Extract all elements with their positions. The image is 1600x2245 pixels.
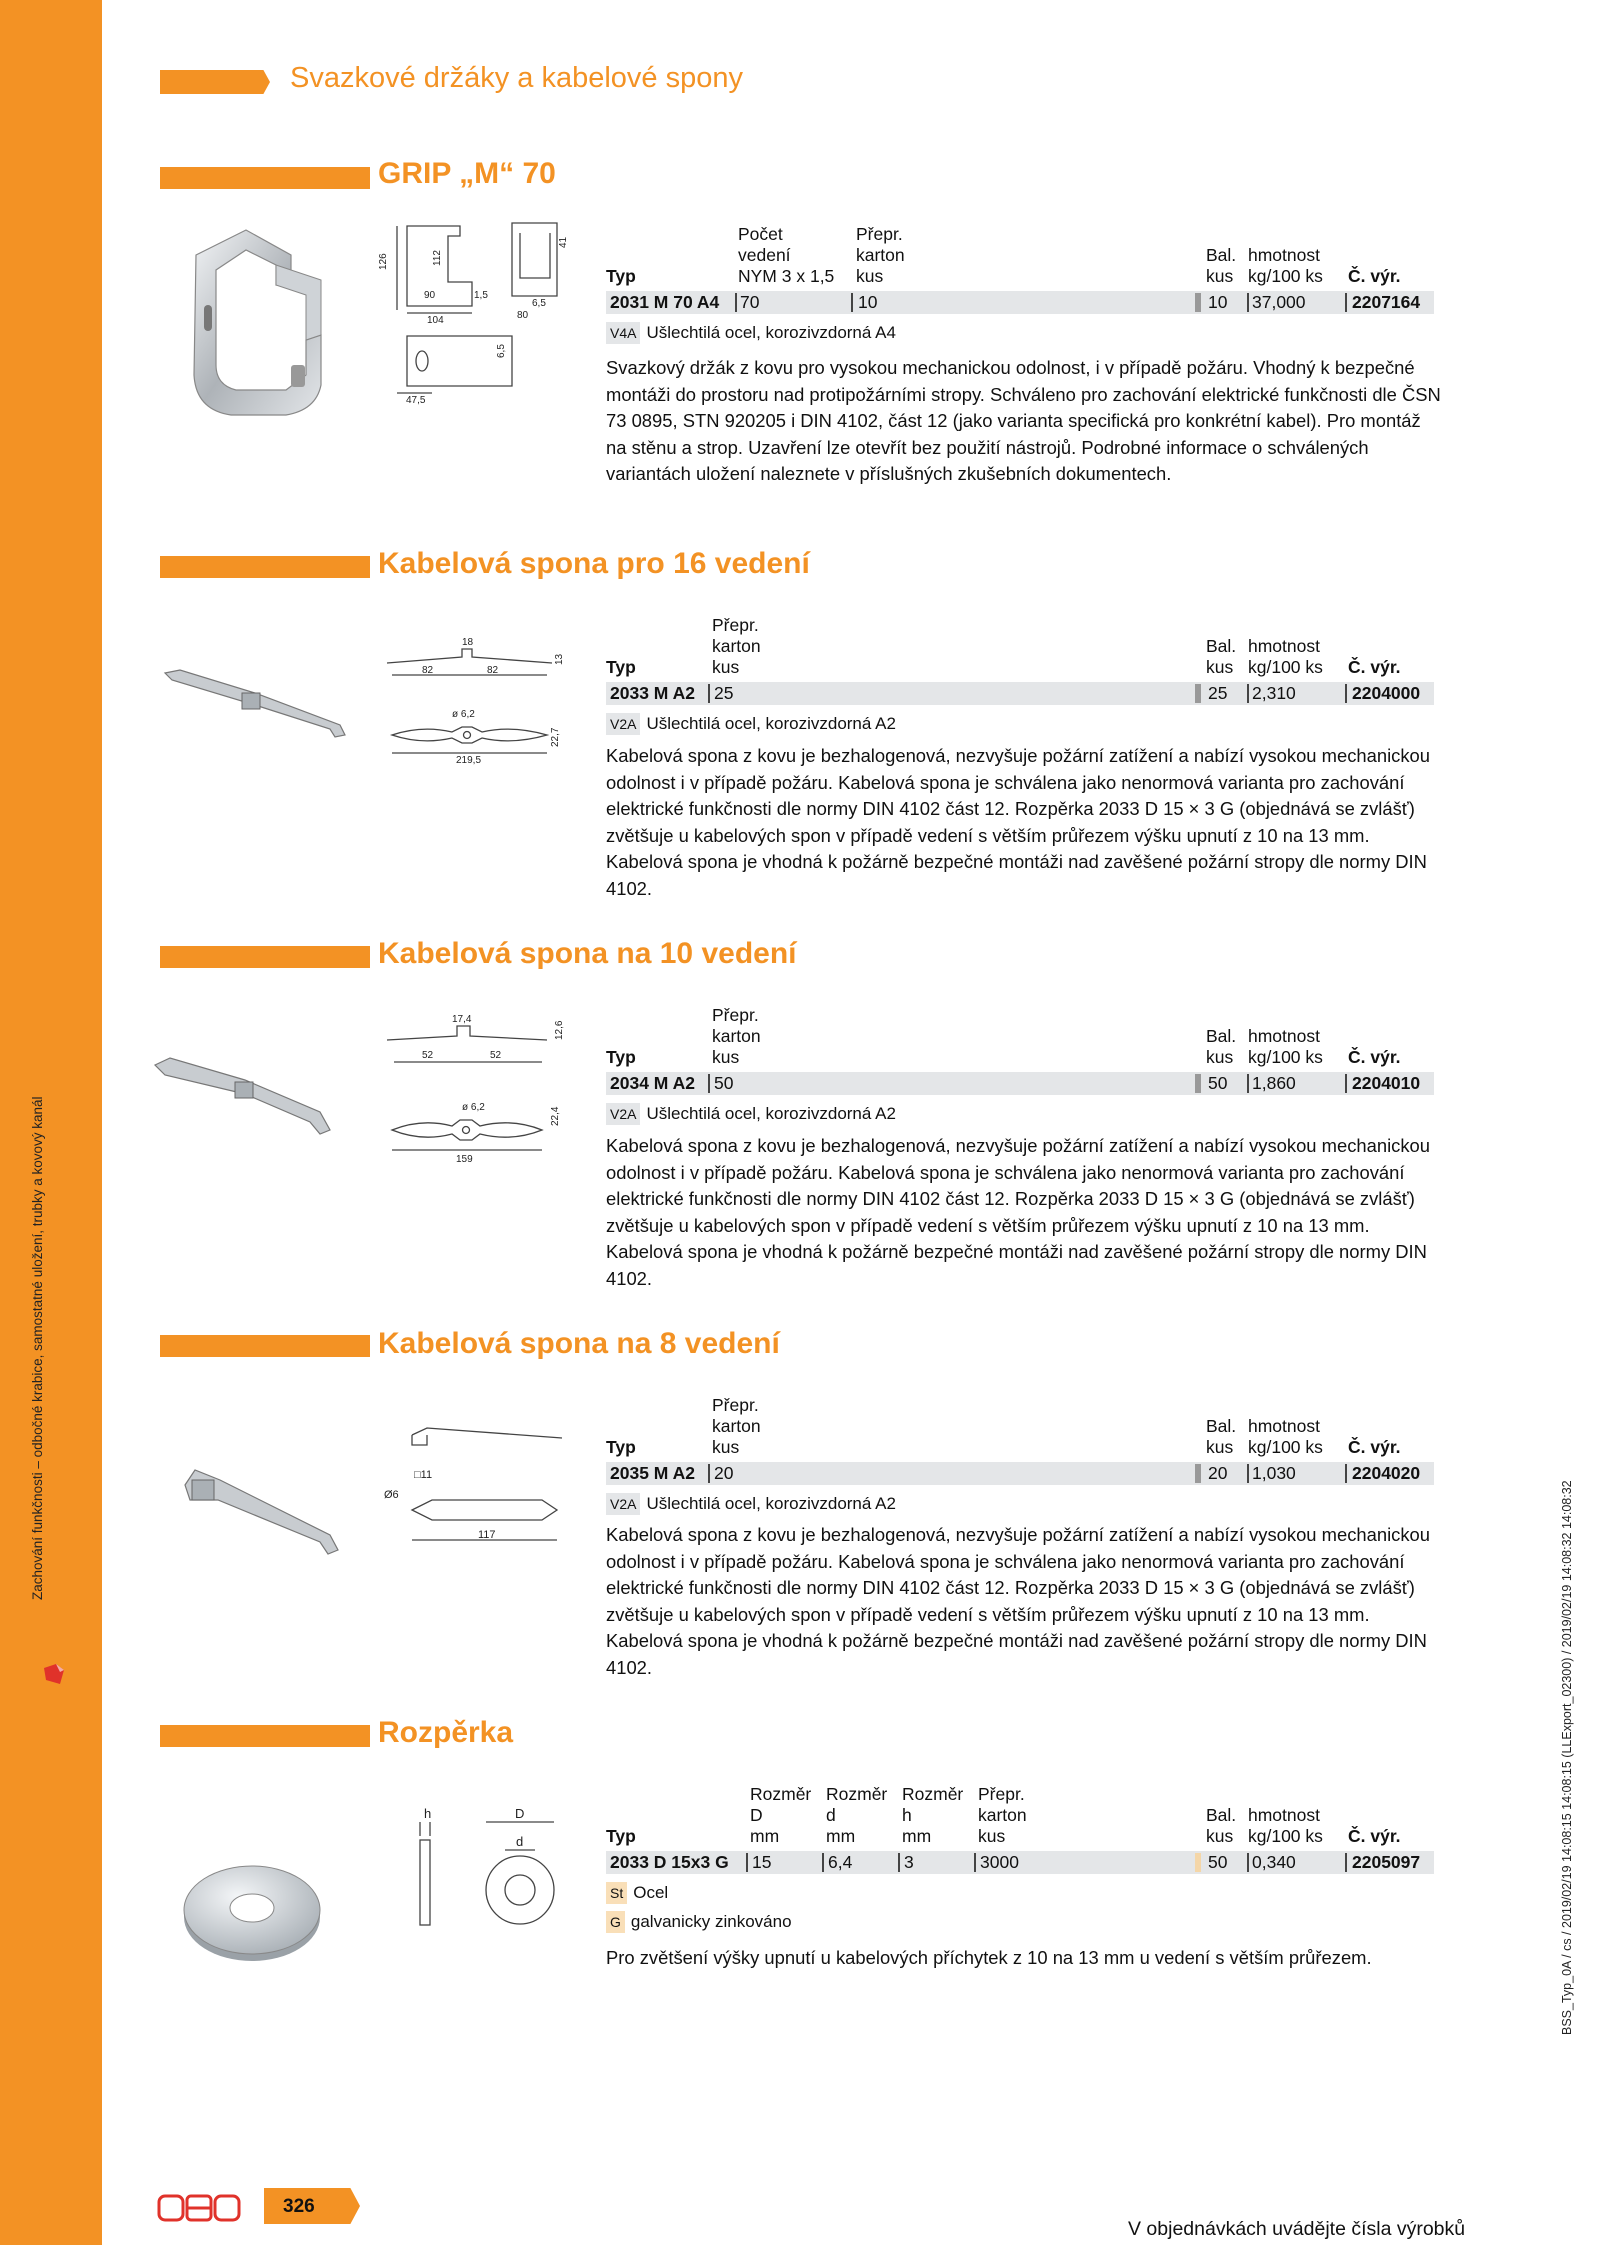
material-code: V2A: [606, 1103, 640, 1125]
table-row: [606, 682, 1434, 705]
table-header: [606, 1002, 1434, 1068]
material-line: [606, 1882, 668, 1904]
col-header: kus: [1206, 266, 1234, 286]
col-header: Přepr.: [712, 1005, 759, 1025]
sidebar-band: [0, 0, 102, 2245]
obo-logo: [158, 2195, 240, 2226]
product-photo-clip-16: [160, 665, 350, 740]
section-description: Svazkový držák z kovu pro vysokou mechanickou odolnost, i v případě požáru. Vhodný k bezpečné montáži do prostoru nad protipožárními stropy. Schváleno pro zachování elektrické funkčnosti dle ČSN 73 0895, STN 920205 i DIN 4102, část 12 (jako varianta specifická pro konkrétní kabel). Pro montáž na stěnu a strop. Uzavření lze otevřít bez použití nástrojů. Podrobné informace o schválených variantách uložení naleznete v příslušných zkušebních dokumentech.: [606, 357, 1441, 484]
cell-type: 2031 M 70 A4: [610, 292, 720, 312]
product-photo-grip: [176, 225, 336, 420]
col-header: hmotnost: [1248, 1805, 1320, 1825]
table-header: [606, 1781, 1434, 1847]
cell-type: 2033 D 15x3 G: [610, 1852, 729, 1872]
col-header: kg/100 ks: [1248, 1437, 1323, 1457]
cell-type: 2033 M A2: [610, 683, 695, 703]
dim-label: 117: [478, 1529, 496, 1541]
dim-label: 6,5: [532, 298, 546, 309]
col-header: Typ: [606, 266, 636, 286]
col-header: karton: [978, 1805, 1027, 1825]
col-header: Bal.: [1206, 245, 1237, 265]
material-line: [606, 713, 896, 735]
material-line: [606, 322, 896, 344]
section-description: Kabelová spona z kovu je bezhalogenová, nezvyšuje požární zatížení a nabízí vysokou mechanickou odolnost i v případě požáru. Kabelová spona je schválena jako nenormová varianta pro zachování elektrické funkčnosti dle normy DIN 4102 část 12. Rozpěrka 2033 D 15 × 3 G (objednává se zvlášť) zvětšuje u kabelových spon v případě vedení s větším průřezem výšku upnutí z 10 na 13 mm. Kabelová spona je vhodná k požárně bezpečné montáži nad zavěšené požární stropy dle normy DIN 4102.: [606, 1524, 1431, 1678]
technical-drawing-clip-8: [382, 1420, 582, 1580]
technical-drawing-grip: [378, 218, 582, 418]
col-header: Č. výr.: [1348, 657, 1401, 677]
cell-value: 1,030: [1252, 1463, 1296, 1483]
col-header: kg/100 ks: [1248, 657, 1323, 677]
col-header: Bal.: [1206, 636, 1237, 656]
section-bar: [160, 1335, 370, 1357]
col-header: Přepr.: [856, 224, 903, 244]
sidebar-caption: Zachování funkčnosti – odbočné krabice, samostatné uložení, trubky a kovový kanál: [30, 1096, 45, 1600]
cell-value: 3000: [980, 1852, 1019, 1872]
dim-label: 12,6: [554, 1020, 565, 1040]
product-table: [606, 1002, 1434, 1123]
cell-value: 70: [740, 292, 760, 312]
cell-value: 1,860: [1252, 1073, 1296, 1093]
product-photo-spacer: [180, 1855, 330, 1965]
section-bar: [160, 1725, 370, 1747]
material-text: Ušlechtilá ocel, korozivzdorná A2: [646, 1494, 896, 1513]
section-title: GRIP „M“ 70: [378, 157, 556, 190]
dim-label: 17,4: [452, 1014, 472, 1025]
col-header: Č. výr.: [1348, 1047, 1401, 1067]
dim-label: □11: [414, 1469, 433, 1481]
dim-label: 22,4: [550, 1106, 561, 1126]
dim-label: 90: [424, 290, 436, 301]
col-header: kus: [1206, 1826, 1234, 1846]
dim-label: 1,5: [474, 290, 488, 301]
cell-value: 37,000: [1252, 292, 1306, 312]
cell-type: 2034 M A2: [610, 1073, 695, 1093]
col-header: Č. výr.: [1348, 1826, 1401, 1846]
cell-value: 15: [752, 1852, 772, 1872]
material-text: Ušlechtilá ocel, korozivzdorná A2: [646, 1104, 896, 1123]
col-header: karton: [712, 1416, 761, 1436]
cell-value: 20: [714, 1463, 734, 1483]
product-table: [606, 612, 1434, 733]
col-header: Rozměr: [750, 1784, 812, 1804]
col-header: mm: [902, 1826, 932, 1846]
dim-label: h: [424, 1806, 432, 1821]
dim-label: ø 6,2: [462, 1102, 485, 1113]
cell-article: 2204010: [1352, 1073, 1421, 1093]
material-line: [606, 1911, 792, 1933]
section-bar: [160, 946, 370, 968]
dim-label: 126: [378, 253, 389, 270]
col-header: NYM 3 x 1,5: [738, 266, 835, 286]
col-header: Rozměr: [902, 1784, 964, 1804]
material-text: Ušlechtilá ocel, korozivzdorná A2: [646, 714, 896, 733]
cell-value: 20: [1208, 1463, 1228, 1483]
cell-value: 0,340: [1252, 1852, 1296, 1872]
col-header: Přepr.: [712, 615, 759, 635]
section-description: Kabelová spona z kovu je bezhalogenová, nezvyšuje požární zatížení a nabízí vysokou mechanickou odolnost i v případě požáru. Kabelová spona je schválena jako nenormová varianta pro zachování elektrické funkčnosti dle normy DIN 4102 část 12. Rozpěrka 2033 D 15 × 3 G (objednává se zvlášť) zvětšuje u kabelových spon v případě vedení s větším průřezem výšku upnutí z 10 na 13 mm. Kabelová spona je vhodná k požárně bezpečné montáži nad zavěšené požární stropy dle normy DIN 4102.: [606, 1135, 1431, 1289]
dim-label: Ø6: [384, 1489, 399, 1501]
dim-label: 104: [427, 315, 444, 326]
cell-value: 2,310: [1252, 683, 1296, 703]
col-header: karton: [712, 1026, 761, 1046]
table-row: [606, 1072, 1434, 1095]
product-table: [606, 1781, 1434, 1931]
dim-label: 18: [462, 637, 474, 648]
col-header: mm: [826, 1826, 856, 1846]
col-header: kg/100 ks: [1248, 266, 1323, 286]
material-line: [606, 1493, 896, 1515]
cell-value: 50: [1208, 1073, 1228, 1093]
page-title: Svazkové držáky a kabelové spony: [290, 62, 743, 94]
cell-article: 2207164: [1352, 292, 1421, 312]
product-table: [606, 1392, 1434, 1513]
product-photo-clip-8: [180, 1460, 350, 1560]
table-row: [606, 1851, 1434, 1874]
cell-value: 10: [1208, 292, 1228, 312]
section-title: Kabelová spona pro 16 vedení: [378, 547, 810, 580]
material-code: V2A: [606, 1493, 640, 1515]
col-header: hmotnost: [1248, 1026, 1320, 1046]
col-header: Typ: [606, 657, 636, 677]
brand-mark-icon: [42, 1660, 68, 1688]
print-metadata: BSS_Typ_0A / cs / 2019/02/19 14:08:15 14:08:15 (LLExport_02300) / 2019/02/19 14:08:32 14:08:32: [1560, 1480, 1574, 2035]
col-header: h: [902, 1805, 912, 1825]
dim-label: 159: [456, 1154, 473, 1165]
section-title: Kabelová spona na 10 vedení: [378, 937, 797, 970]
cell-type: 2035 M A2: [610, 1463, 695, 1483]
col-header: kus: [856, 266, 884, 286]
table-row: [606, 291, 1434, 314]
table-header: [606, 221, 1434, 287]
technical-drawing-clip-10: [382, 1010, 582, 1170]
col-header: d: [826, 1805, 836, 1825]
cell-value: 3: [904, 1852, 914, 1872]
cell-article: 2204020: [1352, 1463, 1421, 1483]
section-title: Rozpěrka: [378, 1716, 514, 1749]
header-arrow: [160, 70, 270, 94]
col-header: Bal.: [1206, 1805, 1237, 1825]
col-header: vedení: [738, 245, 791, 265]
product-table: [606, 221, 1434, 342]
footer-note: V objednávkách uvádějte čísla výrobků: [1128, 2218, 1466, 2240]
cell-value: 25: [1208, 683, 1228, 703]
dim-label: 80: [517, 310, 529, 321]
page-number: 326: [283, 2196, 315, 2217]
material-code: St: [606, 1882, 627, 1904]
col-header: Přepr.: [978, 1784, 1025, 1804]
col-header: Č. výr.: [1348, 1437, 1401, 1457]
section-bar: [160, 556, 370, 578]
cell-value: 50: [714, 1073, 734, 1093]
cell-article: 2205097: [1352, 1852, 1421, 1872]
col-header: kg/100 ks: [1248, 1826, 1323, 1846]
dim-label: 82: [487, 665, 499, 676]
col-header: kus: [712, 1437, 740, 1457]
dim-label: D: [515, 1806, 525, 1821]
dim-label: 52: [422, 1050, 434, 1061]
material-text: Ušlechtilá ocel, korozivzdorná A4: [646, 323, 896, 342]
section-description: Pro zvětšení výšky upnutí u kabelových příchytek z 10 na 13 mm u vedení s větším průřezem.: [606, 1947, 1372, 1968]
dim-label: d: [516, 1834, 524, 1849]
dim-label: 82: [422, 665, 434, 676]
col-header: Přepr.: [712, 1395, 759, 1415]
col-header: karton: [856, 245, 905, 265]
dim-label: 22,7: [550, 727, 561, 747]
cell-value: 6,4: [828, 1852, 853, 1872]
section-title: Kabelová spona na 8 vedení: [378, 1327, 780, 1360]
technical-drawing-clip-16: [382, 635, 582, 765]
material-text: galvanicky zinkováno: [630, 1912, 792, 1931]
cell-article: 2204000: [1352, 683, 1421, 703]
col-header: kg/100 ks: [1248, 1047, 1323, 1067]
col-header: Č. výr.: [1348, 266, 1401, 286]
col-header: Bal.: [1206, 1416, 1237, 1436]
col-header: Typ: [606, 1047, 636, 1067]
dim-label: 219,5: [456, 755, 482, 766]
col-header: Počet: [738, 224, 783, 244]
dim-label: 6,5: [496, 344, 507, 358]
material-code: G: [606, 1911, 625, 1933]
col-header: kus: [1206, 1437, 1234, 1457]
dim-label: 52: [490, 1050, 502, 1061]
material-code: V2A: [606, 713, 640, 735]
dim-label: 13: [554, 653, 565, 665]
dim-label: 41: [558, 236, 569, 248]
table-row: [606, 1462, 1434, 1485]
col-header: Rozměr: [826, 1784, 888, 1804]
col-header: D: [750, 1805, 763, 1825]
material-line: [606, 1103, 896, 1125]
col-header: hmotnost: [1248, 1416, 1320, 1436]
col-header: Typ: [606, 1826, 636, 1846]
col-header: mm: [750, 1826, 780, 1846]
material-code: V4A: [606, 322, 640, 344]
col-header: karton: [712, 636, 761, 656]
col-header: hmotnost: [1248, 636, 1320, 656]
section-bar: [160, 167, 370, 189]
cell-value: 25: [714, 683, 734, 703]
technical-drawing-spacer: [382, 1800, 582, 1960]
col-header: kus: [1206, 657, 1234, 677]
dim-label: 112: [432, 250, 443, 266]
col-header: Bal.: [1206, 1026, 1237, 1046]
dim-label: ø 6,2: [452, 709, 475, 720]
table-header: [606, 1392, 1434, 1458]
section-description: Kabelová spona z kovu je bezhalogenová, nezvyšuje požární zatížení a nabízí vysokou mechanickou odolnost i v případě požáru. Kabelová spona je schválena jako nenormová varianta pro zachování elektrické funkčnosti dle normy DIN 4102 část 12. Rozpěrka 2033 D 15 × 3 G (objednává se zvlášť) zvětšuje u kabelových spon v případě vedení s větším průřezem výšku upnutí z 10 na 13 mm. Kabelová spona je vhodná k požárně bezpečné montáži nad zavěšené požární stropy dle normy DIN 4102.: [606, 745, 1431, 899]
material-text: Ocel: [633, 1883, 669, 1902]
product-photo-clip-10: [150, 1050, 350, 1140]
cell-value: 50: [1208, 1852, 1228, 1872]
cell-value: 10: [858, 292, 878, 312]
col-header: kus: [712, 1047, 740, 1067]
table-header: [606, 612, 1434, 678]
dim-label: 47,5: [406, 395, 426, 406]
col-header: kus: [712, 657, 740, 677]
col-header: kus: [1206, 1047, 1234, 1067]
col-header: Typ: [606, 1437, 636, 1457]
col-header: hmotnost: [1248, 245, 1320, 265]
col-header: kus: [978, 1826, 1006, 1846]
